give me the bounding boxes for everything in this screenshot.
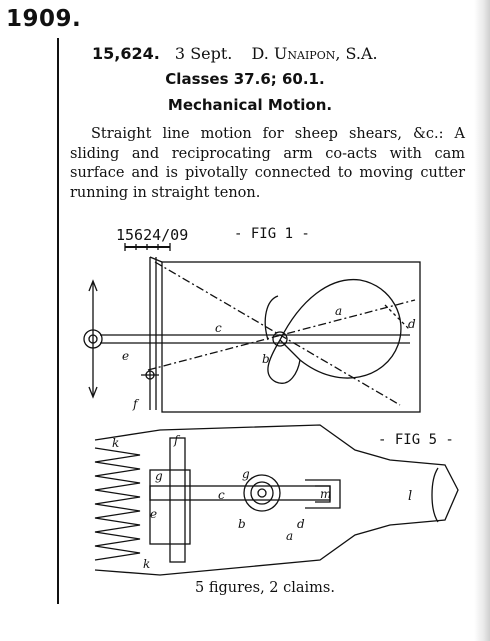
- year-heading: 1909.: [6, 6, 82, 32]
- patent-classes: Classes 37.6; 60.1.: [165, 70, 325, 88]
- fig1-letter-c: c: [215, 321, 222, 335]
- patent-title: Mechanical Motion.: [167, 96, 333, 114]
- fig1-letter-a: a: [335, 304, 343, 318]
- drawing-ref-number: 15624/09: [116, 226, 189, 244]
- patent-date: 3 Sept.: [174, 44, 233, 63]
- fig5-letter-f: f: [174, 433, 179, 447]
- fig1-mechanism: [84, 257, 420, 412]
- fig5-label: - FIG 5 -: [378, 432, 454, 448]
- fig5-letter-m: m: [320, 487, 332, 501]
- fig5-letter-e: e: [150, 507, 158, 521]
- fig5-letter-c: c: [218, 488, 225, 502]
- scale-bar: [125, 243, 170, 251]
- fig1-letter-e: e: [122, 349, 130, 363]
- fig5-letter-l: l: [408, 489, 413, 504]
- fig1-letter-f: f: [133, 397, 138, 411]
- margin-rule: [57, 38, 59, 604]
- patent-drawing: [70, 218, 465, 578]
- fig1-label: - FIG 1 -: [234, 226, 310, 242]
- patent-number: 15,624.: [92, 44, 160, 63]
- fig5-letter-a: a: [286, 529, 294, 543]
- figures-claims-note: 5 figures, 2 claims.: [195, 580, 335, 596]
- patent-abstract: Straight line motion for sheep shears, &c.: A sliding and reciprocating arm co-acts with cam surface and is pivotally connected to moving cutter running in straight tenon.: [70, 126, 465, 201]
- patent-header: [92, 44, 378, 63]
- fig5-letter-d: d: [297, 517, 305, 531]
- fig1-letter-d: d: [408, 317, 416, 331]
- patent-applicant: D. Unaipon, S.A.: [251, 44, 378, 63]
- fig5-letter-g-left: g: [155, 469, 163, 483]
- fig5-letter-k-bottom: k: [143, 557, 151, 571]
- fig5-letter-b: b: [238, 517, 246, 531]
- fig5-letter-k-top: k: [112, 436, 120, 450]
- fig5-letter-g: g: [242, 467, 250, 481]
- fig1-letter-b: b: [262, 352, 270, 366]
